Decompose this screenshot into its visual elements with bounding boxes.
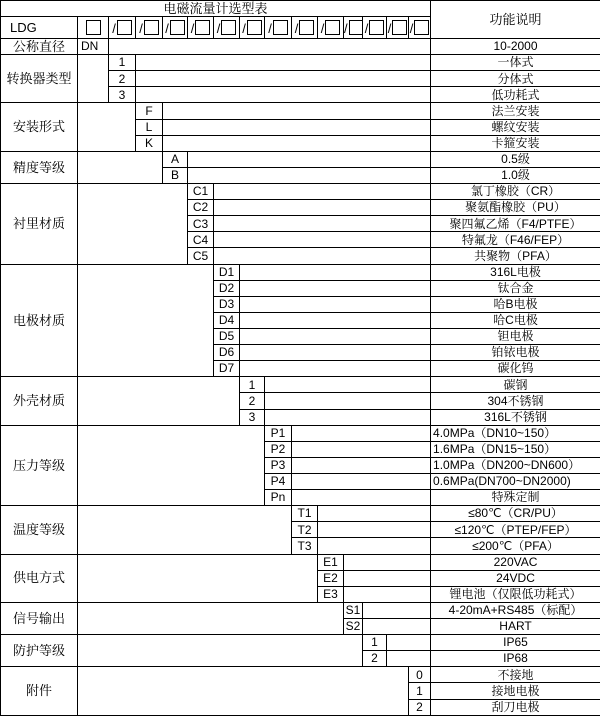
description-cell: 1.0MPa（DN200~DN600） [431, 457, 600, 473]
code-cell: E1 [318, 554, 344, 570]
model-slash-box-cell [240, 17, 265, 39]
description-cell: 24VDC [431, 570, 600, 586]
code-cell: 2 [363, 651, 387, 667]
description-cell: 钛合金 [431, 280, 600, 296]
model-prefix: LDG [1, 17, 78, 39]
code-cell: D3 [214, 296, 240, 312]
code-cell: C1 [188, 184, 214, 200]
code-cell: C5 [188, 248, 214, 264]
model-slash-box-cell [363, 17, 387, 39]
code-cell: K [136, 135, 163, 151]
right-filler [344, 570, 431, 586]
description-cell: 特氟龙（F46/FEP） [431, 232, 600, 248]
right-filler [214, 232, 431, 248]
code-cell: 1 [409, 683, 431, 699]
right-filler [265, 409, 431, 425]
code-box-icon [221, 20, 236, 35]
model-slash-box-cell [292, 17, 318, 39]
code-cell: 2 [109, 71, 136, 87]
code-cell: C2 [188, 200, 214, 216]
right-filler [240, 361, 431, 377]
left-filler [78, 635, 363, 667]
description-cell: ≤80℃（CR/PU） [431, 506, 600, 522]
code-cell: P2 [265, 441, 292, 457]
category-label: 附件 [1, 667, 78, 716]
description-cell: 一体式 [431, 55, 600, 71]
code-cell: D4 [214, 312, 240, 328]
code-box-icon [299, 20, 314, 35]
description-cell: 分体式 [431, 71, 600, 87]
model-slash-box-cell [188, 17, 214, 39]
category-label: 压力等级 [1, 425, 78, 506]
description-cell: ≤120℃（PTEP/FEP） [431, 522, 600, 538]
right-filler [363, 602, 431, 618]
description-cell: 接地电极 [431, 683, 600, 699]
description-cell: 锂电池（仅限低功耗式） [431, 586, 600, 602]
slash-glyph: / [165, 20, 169, 36]
left-filler [78, 667, 409, 716]
code-cell: D6 [214, 345, 240, 361]
left-filler [78, 377, 240, 425]
right-filler [387, 651, 431, 667]
right-filler [240, 345, 431, 361]
description-cell: 低功耗式 [431, 87, 600, 103]
code-cell: 1 [363, 635, 387, 651]
description-cell: 316L电极 [431, 264, 600, 280]
description-cell: 1.0级 [431, 167, 600, 183]
model-slash-box-cell [344, 17, 363, 39]
description-cell: 0.6MPa(DN700~DN2000) [431, 474, 600, 490]
description-cell: 0.5级 [431, 151, 600, 167]
right-filler [240, 296, 431, 312]
model-slash-box-cell [163, 17, 188, 39]
right-filler [214, 216, 431, 232]
code-box-icon [392, 20, 407, 35]
category-label: 安装形式 [1, 103, 78, 151]
option-row [1, 554, 600, 570]
category-label: 供电方式 [1, 554, 78, 602]
description-cell: 哈C电极 [431, 312, 600, 328]
right-filler [292, 425, 431, 441]
description-cell: IP65 [431, 635, 600, 651]
description-cell: 螺纹安装 [431, 119, 600, 135]
code-cell: P3 [265, 457, 292, 473]
right-filler [240, 312, 431, 328]
category-label: 精度等级 [1, 151, 78, 183]
description-cell: 不接地 [431, 667, 600, 683]
code-cell: T2 [292, 522, 318, 538]
code-cell: D2 [214, 280, 240, 296]
right-filler [214, 248, 431, 264]
option-row [1, 264, 600, 280]
description-cell: 哈B电极 [431, 296, 600, 312]
description-cell: 1.6MPa（DN15~150） [431, 441, 600, 457]
code-cell: B [163, 167, 188, 183]
code-cell: 1 [109, 55, 136, 71]
category-label: 公称直径 [1, 39, 78, 55]
slash-glyph: / [364, 20, 369, 36]
description-cell: 碳钢 [431, 377, 600, 393]
model-slash-box-cell [214, 17, 240, 39]
option-row [1, 184, 600, 200]
option-row [1, 506, 600, 522]
description-cell: 碳化钨 [431, 361, 600, 377]
code-cell: D5 [214, 329, 240, 345]
left-filler [78, 55, 109, 103]
code-box-icon [195, 20, 210, 35]
description-cell: 10-2000 [431, 39, 600, 55]
code-box-icon [273, 20, 288, 35]
code-cell: 3 [109, 87, 136, 103]
category-label: 外壳材质 [1, 377, 78, 425]
right-filler [292, 441, 431, 457]
code-cell: P4 [265, 474, 292, 490]
code-cell: 3 [240, 409, 265, 425]
code-box-icon [170, 20, 185, 35]
option-row [1, 39, 600, 55]
left-filler [78, 425, 265, 506]
slash-glyph: / [216, 20, 221, 36]
description-cell: 316L不锈钢 [431, 409, 600, 425]
right-filler [318, 522, 431, 538]
code-cell: 1 [240, 377, 265, 393]
model-slash-box-cell [265, 17, 292, 39]
description-cell: 4.0MPa（DN10~150） [431, 425, 600, 441]
category-label: 衬里材质 [1, 184, 78, 265]
right-filler [292, 457, 431, 473]
slash-glyph: / [344, 20, 348, 36]
description-cell: 氯丁橡胶（CR） [431, 184, 600, 200]
option-row [1, 667, 600, 683]
code-cell: P1 [265, 425, 292, 441]
right-filler [163, 119, 431, 135]
option-row [1, 151, 600, 167]
option-row [1, 377, 600, 393]
left-filler [78, 103, 136, 151]
description-cell: 4-20mA+RS485（标配） [431, 602, 600, 618]
code-cell: S1 [344, 602, 363, 618]
code-cell: E3 [318, 586, 344, 602]
right-filler [163, 103, 431, 119]
description-cell: 304不锈钢 [431, 393, 600, 409]
table-title: 电磁流量计选型表 [1, 1, 431, 17]
right-filler [136, 87, 431, 103]
slash-glyph: / [190, 20, 195, 36]
right-filler [240, 280, 431, 296]
code-box-icon [349, 20, 363, 35]
category-label: 防护等级 [1, 635, 78, 667]
code-box-icon [144, 20, 159, 35]
right-filler [387, 635, 431, 651]
option-row [1, 602, 600, 618]
code-box-icon [325, 20, 340, 35]
right-filler [240, 329, 431, 345]
code-cell: T3 [292, 538, 318, 554]
description-cell: 法兰安装 [431, 103, 600, 119]
right-filler [109, 39, 431, 55]
model-slash-box-cell [409, 17, 431, 39]
description-cell: 卡箍安装 [431, 135, 600, 151]
code-cell: C4 [188, 232, 214, 248]
description-cell: 聚四氟乙烯（F4/PTFE） [431, 216, 600, 232]
slash-glyph: / [294, 20, 299, 36]
code-cell: L [136, 119, 163, 135]
code-cell: 2 [240, 393, 265, 409]
description-cell: 铂铱电极 [431, 345, 600, 361]
code-cell: C3 [188, 216, 214, 232]
model-slash-box-cell [109, 17, 136, 39]
description-cell: 聚氨酯橡胶（PU） [431, 200, 600, 216]
slash-glyph: / [139, 20, 143, 36]
right-filler [344, 586, 431, 602]
model-slash-box-cell [387, 17, 409, 39]
title-row [1, 1, 600, 17]
right-filler [292, 474, 431, 490]
right-filler [163, 135, 431, 151]
code-box-icon [247, 20, 262, 35]
model-slash-box-cell [136, 17, 163, 39]
slash-glyph: / [409, 20, 414, 36]
left-filler [78, 264, 214, 377]
category-label: 转换器类型 [1, 55, 78, 103]
description-cell: ≤200℃（PFA） [431, 538, 600, 554]
code-box-icon [117, 20, 132, 35]
option-row [1, 55, 600, 71]
right-filler [265, 393, 431, 409]
right-filler [188, 151, 431, 167]
right-filler [265, 377, 431, 393]
category-label: 信号输出 [1, 602, 78, 634]
description-cell: HART [431, 618, 600, 634]
description-cell: 钽电极 [431, 329, 600, 345]
code-cell: 0 [409, 667, 431, 683]
right-filler [363, 618, 431, 634]
category-label: 温度等级 [1, 506, 78, 554]
code-cell: 2 [409, 699, 431, 715]
function-column-header: 功能说明 [431, 1, 600, 39]
right-filler [318, 538, 431, 554]
right-filler [344, 554, 431, 570]
slash-glyph: / [268, 20, 272, 36]
left-filler [78, 506, 292, 554]
description-cell: 共聚物（PFA） [431, 248, 600, 264]
model-slash-box-cell [318, 17, 344, 39]
slash-glyph: / [320, 20, 325, 36]
model-box-cell [78, 17, 109, 39]
code-cell: T1 [292, 506, 318, 522]
left-filler [78, 602, 344, 634]
right-filler [214, 200, 431, 216]
category-label: 电极材质 [1, 264, 78, 377]
right-filler [214, 184, 431, 200]
right-filler [136, 71, 431, 87]
right-filler [188, 167, 431, 183]
code-cell: A [163, 151, 188, 167]
option-row [1, 425, 600, 441]
description-cell: 特殊定制 [431, 490, 600, 506]
slash-glyph: / [242, 20, 246, 36]
description-cell: 刮刀电极 [431, 699, 600, 715]
option-row [1, 103, 600, 119]
code-box-icon [369, 20, 384, 35]
code-cell: D7 [214, 361, 240, 377]
right-filler [240, 264, 431, 280]
description-cell: IP68 [431, 651, 600, 667]
code-cell: F [136, 103, 163, 119]
code-box-icon [414, 20, 429, 35]
slash-glyph: / [387, 20, 392, 36]
right-filler [292, 490, 431, 506]
right-filler [136, 55, 431, 71]
code-cell: S2 [344, 618, 363, 634]
slash-glyph: / [112, 20, 116, 36]
code-cell: D1 [214, 264, 240, 280]
code-cell: Pn [265, 490, 292, 506]
option-row [1, 635, 600, 651]
code-box-icon [86, 20, 101, 35]
left-filler [78, 184, 188, 265]
right-filler [318, 506, 431, 522]
left-filler [78, 554, 318, 602]
left-filler [78, 151, 163, 183]
code-cell: DN [78, 39, 109, 55]
code-cell: E2 [318, 570, 344, 586]
description-cell: 220VAC [431, 554, 600, 570]
